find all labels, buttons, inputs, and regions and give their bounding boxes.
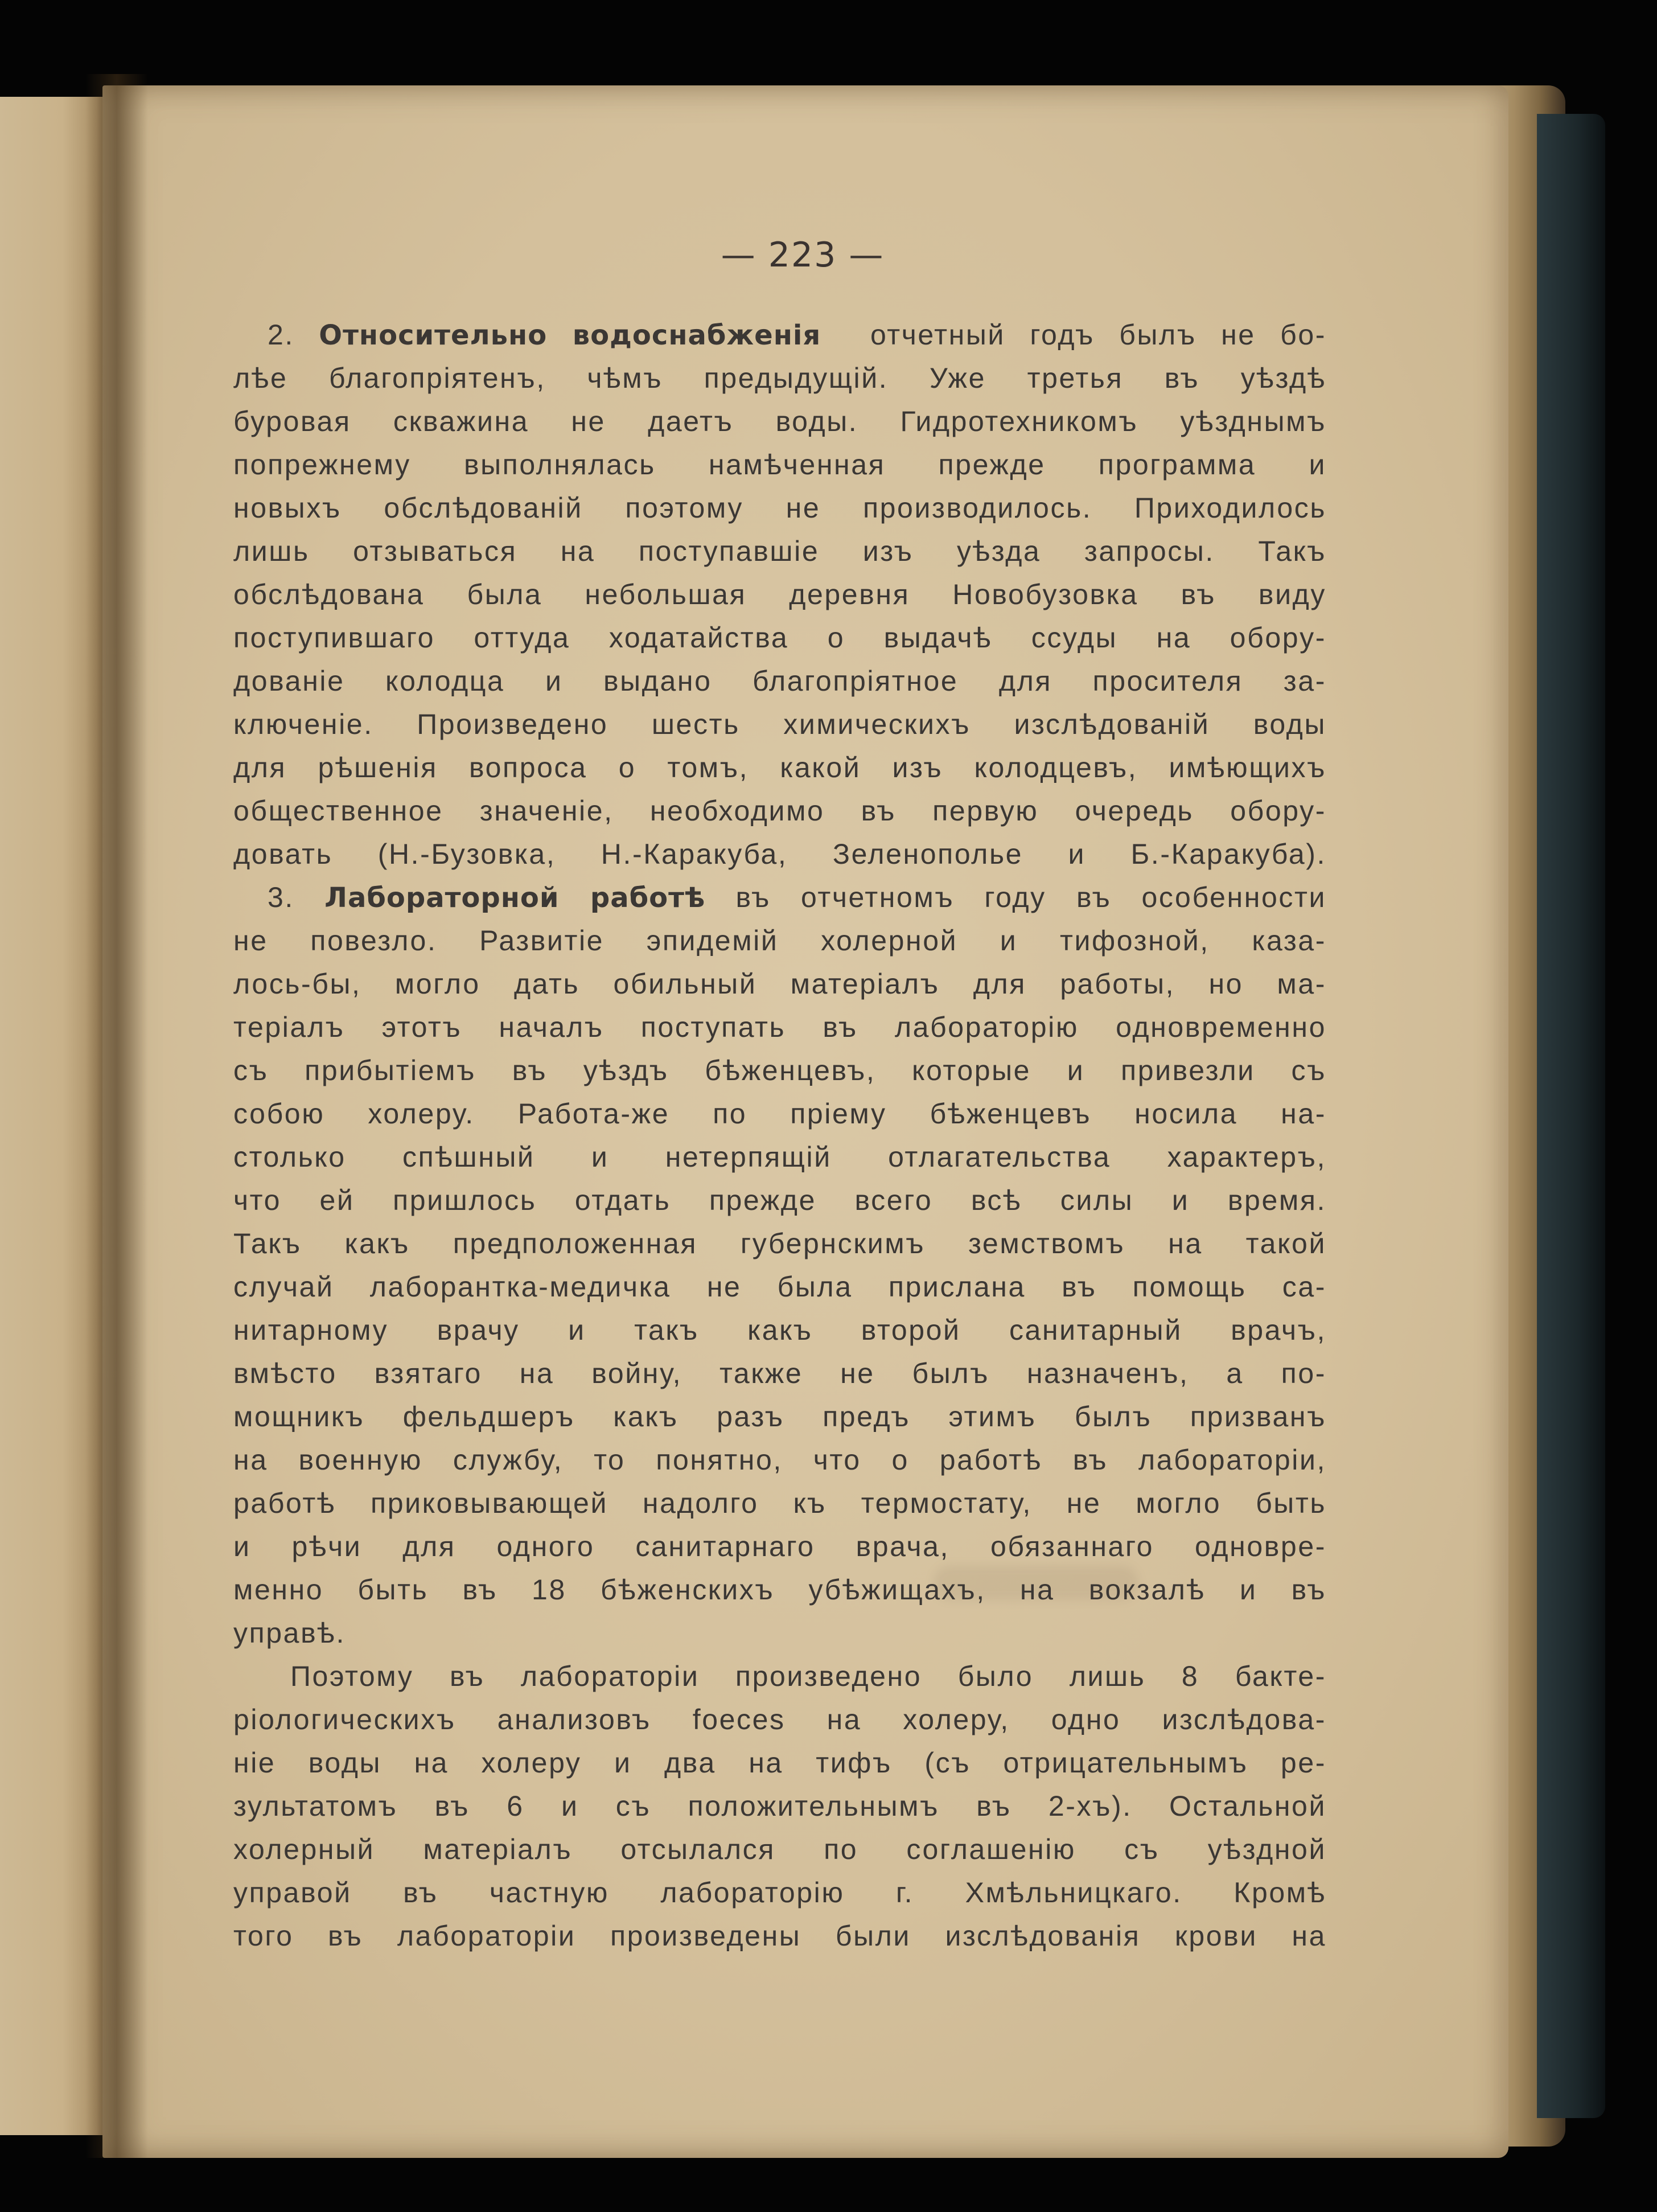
body-text	[233, 313, 1326, 1957]
text-line: нитарному врачу и такъ какъ второй санитарный врачъ,	[233, 1314, 1326, 1346]
page-gutter-shadow	[85, 74, 148, 2158]
text-line: новыхъ обслѣдованій поэтому не производилось. Приходилось	[233, 492, 1326, 524]
text-line: ніе воды на холеру и два на тифъ (съ отрицательнымъ ре-	[233, 1747, 1326, 1779]
text-line: обслѣдована была небольшая деревня Новобузовка въ виду	[233, 578, 1326, 610]
text-line: управой въ частную лабораторію г. Хмѣльницкаго. Кромѣ	[233, 1877, 1326, 1909]
text-line: довать (Н.-Бузовка, Н.-Каракуба, Зеленополье и Б.-Каракуба).	[233, 838, 1326, 870]
text-line: лѣе благопріятенъ, чѣмъ предыдущій. Уже третья въ уѣздѣ	[233, 362, 1326, 394]
text-line: общественное значеніе, необходимо въ первую очередь обору-	[233, 795, 1326, 827]
text-line: на военную службу, то понятно, что о работѣ въ лабораторіи,	[233, 1444, 1326, 1476]
text-line: и рѣчи для одного санитарнаго врача, обязаннаго одновре-	[233, 1530, 1326, 1562]
text-line: попрежнему выполнялась намѣченная прежде программа и	[233, 449, 1326, 481]
text-line: зультатомъ въ 6 и съ положительнымъ въ 2-хъ). Остальной	[233, 1790, 1326, 1822]
text-line: съ прибытіемъ въ уѣздъ бѣженцевъ, которые и привезли съ	[233, 1054, 1326, 1086]
text-line: не повезло. Развитіе эпидемій холерной и тифозной, каза-	[233, 925, 1326, 957]
text-line: собою холеру. Работа-же по пріему бѣженцевъ носила на-	[233, 1098, 1326, 1130]
text-line: для рѣшенія вопроса о томъ, какой изъ колодцевъ, имѣющихъ	[233, 752, 1326, 783]
text-line: ріологическихъ анализовъ foeces на холеру, одно изслѣдова-	[233, 1704, 1326, 1735]
text-line: менно быть въ 18 бѣженскихъ убѣжищахъ, на вокзалѣ и въ	[233, 1574, 1326, 1606]
section-heading: Лабораторной работѣ	[324, 882, 706, 914]
text-line: столько спѣшный и нетерпящій отлагательства характеръ,	[233, 1141, 1326, 1173]
text-line: 3. Лабораторной работѣ въ отчетномъ году въ особенности	[268, 881, 1327, 914]
text-line: 2. Относительно водоснабженія отчетный годъ былъ не бо-	[268, 319, 1326, 351]
page-number: — 223 —	[721, 235, 885, 275]
text-line: Такъ какъ предположенная губернскимъ земствомъ на такой	[233, 1228, 1326, 1259]
text-line: теріалъ этотъ началъ поступать въ лабораторію одновременно	[233, 1011, 1326, 1043]
text-line: Поэтому въ лабораторіи произведено было лишь 8 бакте-	[290, 1660, 1326, 1692]
text-line: того въ лабораторіи произведены были изслѣдованія крови на	[233, 1920, 1326, 1952]
text-line: работѣ приковывающей надолго къ термостату, не могло быть	[233, 1487, 1326, 1519]
text-line: поступившаго оттуда ходатайства о выдачѣ ссуды на оборy-	[233, 622, 1326, 654]
text-line: ключеніе. Произведено шесть химическихъ изслѣдованій воды	[233, 708, 1326, 740]
text-line: буровая скважина не даетъ воды. Гидротехникомъ уѣзднымъ	[233, 405, 1326, 437]
book-cover-edge	[1537, 114, 1605, 2118]
text-line: лось-бы, могло дать обильный матеріалъ для работы, но ма-	[233, 968, 1326, 1000]
text-line: лишь отзываться на поступавшіе изъ уѣзда запросы. Такъ	[233, 535, 1326, 567]
section-heading: Относительно водоснабженія	[319, 319, 821, 351]
text-line: управѣ.	[233, 1617, 346, 1649]
text-line: что ей пришлось отдать прежде всего всѣ силы и время.	[233, 1184, 1326, 1216]
text-line: холерный матеріалъ отсылался по соглашенію съ уѣздной	[233, 1833, 1326, 1865]
text-line: вмѣсто взятаго на войну, также не былъ назначенъ, а по-	[233, 1357, 1326, 1389]
text-line: случай лаборантка-медичка не была прислана въ помощь са-	[233, 1271, 1326, 1303]
text-line: мощникъ фельдшеръ какъ разъ предъ этимъ былъ призванъ	[233, 1401, 1326, 1433]
text-line: дованіе колодца и выдано благопріятное для просителя за-	[233, 665, 1326, 697]
